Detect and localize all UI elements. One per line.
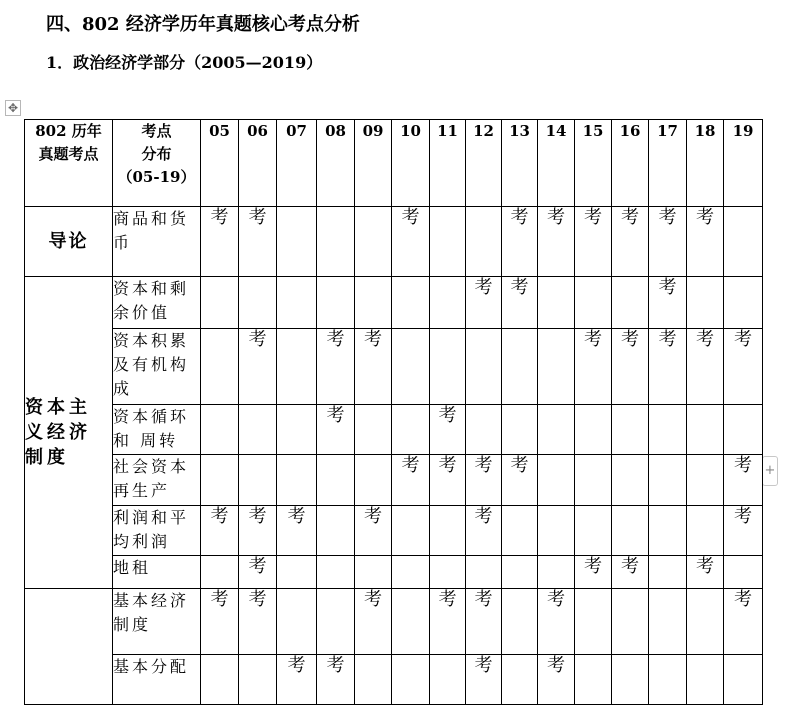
empty-cell — [575, 655, 612, 705]
empty-cell — [277, 455, 317, 506]
empty-cell — [502, 405, 538, 455]
year-header-15: 15 — [575, 120, 612, 207]
topic-cell: 利润和平均利润 — [113, 506, 201, 556]
empty-cell — [649, 455, 687, 506]
year-header-05: 05 — [201, 120, 239, 207]
exam-mark-12: 考 — [466, 277, 502, 329]
empty-cell — [355, 207, 392, 277]
exam-mark-14: 考 — [538, 207, 575, 277]
empty-cell — [201, 455, 239, 506]
exam-topic-table — [24, 119, 763, 705]
exam-mark-15: 考 — [575, 329, 612, 405]
exam-mark-06: 考 — [239, 506, 277, 556]
exam-mark-05: 考 — [201, 506, 239, 556]
empty-cell — [538, 455, 575, 506]
topic-cell: 基本分配 — [113, 655, 201, 705]
empty-cell — [430, 277, 466, 329]
empty-cell — [317, 277, 355, 329]
empty-cell — [430, 556, 466, 589]
empty-cell — [502, 655, 538, 705]
empty-cell — [575, 589, 612, 655]
empty-cell — [502, 589, 538, 655]
group-cell: 资本主义经济制度 — [25, 277, 113, 589]
exam-mark-10: 考 — [392, 455, 430, 506]
exam-mark-19: 考 — [724, 506, 763, 556]
empty-cell — [430, 655, 466, 705]
empty-cell — [277, 329, 317, 405]
table-row — [25, 589, 763, 655]
exam-mark-06: 考 — [239, 556, 277, 589]
empty-cell — [239, 455, 277, 506]
empty-cell — [239, 655, 277, 705]
header-row — [25, 120, 763, 207]
empty-cell — [392, 329, 430, 405]
empty-cell — [612, 405, 649, 455]
exam-mark-05: 考 — [201, 207, 239, 277]
empty-cell — [502, 329, 538, 405]
empty-cell — [575, 277, 612, 329]
year-header-07: 07 — [277, 120, 317, 207]
exam-mark-14: 考 — [538, 589, 575, 655]
empty-cell — [724, 277, 763, 329]
table-move-handle-icon[interactable]: ✥ — [5, 100, 21, 116]
exam-mark-19: 考 — [724, 329, 763, 405]
year-header-18: 18 — [687, 120, 724, 207]
empty-cell — [355, 655, 392, 705]
exam-mark-19: 考 — [724, 589, 763, 655]
table-row — [25, 277, 763, 329]
empty-cell — [649, 589, 687, 655]
empty-cell — [724, 405, 763, 455]
empty-cell — [612, 589, 649, 655]
exam-mark-13: 考 — [502, 455, 538, 506]
table-row — [25, 329, 763, 405]
exam-mark-18: 考 — [687, 556, 724, 589]
empty-cell — [355, 556, 392, 589]
empty-cell — [317, 506, 355, 556]
topic-cell: 资本和剩余价值 — [113, 277, 201, 329]
empty-cell — [201, 655, 239, 705]
exam-mark-17: 考 — [649, 277, 687, 329]
exam-mark-11: 考 — [430, 589, 466, 655]
empty-cell — [466, 329, 502, 405]
dist-label-2: 分布 — [141, 145, 172, 163]
empty-cell — [724, 556, 763, 589]
add-column-plus-icon[interactable]: + — [762, 456, 778, 486]
exam-mark-11: 考 — [430, 405, 466, 455]
exam-mark-08: 考 — [317, 405, 355, 455]
empty-cell — [538, 556, 575, 589]
empty-cell — [538, 277, 575, 329]
table-row — [25, 207, 763, 277]
table-row — [25, 506, 763, 556]
empty-cell — [317, 455, 355, 506]
empty-cell — [612, 506, 649, 556]
topic-cell: 商品和货币 — [113, 207, 201, 277]
empty-cell — [687, 277, 724, 329]
empty-cell — [277, 277, 317, 329]
exam-mark-09: 考 — [355, 329, 392, 405]
topic-cell: 地租 — [113, 556, 201, 589]
exam-mark-09: 考 — [355, 506, 392, 556]
empty-cell — [277, 405, 317, 455]
exam-mark-13: 考 — [502, 207, 538, 277]
empty-cell — [201, 405, 239, 455]
year-header-17: 17 — [649, 120, 687, 207]
group-cell: 导论 — [25, 207, 113, 277]
empty-cell — [430, 207, 466, 277]
exam-mark-12: 考 — [466, 455, 502, 506]
exam-mark-16: 考 — [612, 556, 649, 589]
empty-cell — [201, 556, 239, 589]
empty-cell — [317, 589, 355, 655]
exam-mark-15: 考 — [575, 556, 612, 589]
table-row — [25, 405, 763, 455]
exam-mark-12: 考 — [466, 589, 502, 655]
empty-cell — [502, 506, 538, 556]
exam-mark-15: 考 — [575, 207, 612, 277]
exam-mark-19: 考 — [724, 455, 763, 506]
empty-cell — [466, 405, 502, 455]
exam-mark-13: 考 — [502, 277, 538, 329]
section-heading: 四、802 经济学历年真题核心考点分析 — [46, 14, 360, 35]
year-header-11: 11 — [430, 120, 466, 207]
empty-cell — [575, 405, 612, 455]
exam-mark-12: 考 — [466, 506, 502, 556]
empty-cell — [466, 207, 502, 277]
topic-cell: 社会资本再生产 — [113, 455, 201, 506]
year-header-06: 06 — [239, 120, 277, 207]
empty-cell — [277, 589, 317, 655]
exam-mark-16: 考 — [612, 329, 649, 405]
table-row — [25, 655, 763, 705]
empty-cell — [612, 455, 649, 506]
topic-cell: 资本积累及有机构成 — [113, 329, 201, 405]
exam-mark-11: 考 — [430, 455, 466, 506]
empty-cell — [277, 207, 317, 277]
empty-cell — [201, 277, 239, 329]
exam-mark-08: 考 — [317, 655, 355, 705]
exam-mark-17: 考 — [649, 207, 687, 277]
dist-label-1: 考点 — [141, 122, 172, 140]
empty-cell — [538, 506, 575, 556]
empty-cell — [392, 556, 430, 589]
exam-mark-18: 考 — [687, 207, 724, 277]
year-header-12: 12 — [466, 120, 502, 207]
year-header-16: 16 — [612, 120, 649, 207]
empty-cell — [649, 405, 687, 455]
year-header-13: 13 — [502, 120, 538, 207]
year-header-14: 14 — [538, 120, 575, 207]
group-cell — [25, 589, 113, 705]
exam-mark-14: 考 — [538, 655, 575, 705]
empty-cell — [355, 405, 392, 455]
empty-cell — [392, 506, 430, 556]
year-header-10: 10 — [392, 120, 430, 207]
exam-mark-09: 考 — [355, 589, 392, 655]
empty-cell — [649, 506, 687, 556]
empty-cell — [687, 655, 724, 705]
empty-cell — [502, 556, 538, 589]
topic-cell: 资本循环和 周转 — [113, 405, 201, 455]
exam-mark-18: 考 — [687, 329, 724, 405]
exam-mark-16: 考 — [612, 207, 649, 277]
exam-mark-07: 考 — [277, 655, 317, 705]
empty-cell — [392, 655, 430, 705]
empty-cell — [724, 207, 763, 277]
corner-header-cell — [25, 120, 113, 207]
empty-cell — [239, 277, 277, 329]
empty-cell — [317, 207, 355, 277]
empty-cell — [239, 405, 277, 455]
empty-cell — [575, 455, 612, 506]
dist-label-3: （05-19） — [117, 168, 196, 186]
empty-cell — [355, 455, 392, 506]
exam-mark-08: 考 — [317, 329, 355, 405]
exam-mark-17: 考 — [649, 329, 687, 405]
empty-cell — [466, 556, 502, 589]
subsection-heading: 1．政治经济学部分（2005—2019） — [46, 53, 323, 72]
topic-cell: 基本经济制度 — [113, 589, 201, 655]
empty-cell — [724, 655, 763, 705]
corner-label: 802 历年真题考点 — [35, 122, 102, 163]
empty-cell — [575, 506, 612, 556]
empty-cell — [317, 556, 355, 589]
empty-cell — [430, 506, 466, 556]
empty-cell — [355, 277, 392, 329]
distribution-header-cell — [113, 120, 201, 207]
exam-mark-06: 考 — [239, 329, 277, 405]
empty-cell — [649, 655, 687, 705]
exam-mark-05: 考 — [201, 589, 239, 655]
empty-cell — [277, 556, 317, 589]
exam-mark-07: 考 — [277, 506, 317, 556]
exam-mark-10: 考 — [392, 207, 430, 277]
table-row — [25, 556, 763, 589]
exam-mark-12: 考 — [466, 655, 502, 705]
empty-cell — [538, 405, 575, 455]
empty-cell — [687, 589, 724, 655]
exam-mark-06: 考 — [239, 207, 277, 277]
year-header-19: 19 — [724, 120, 763, 207]
empty-cell — [612, 655, 649, 705]
year-header-09: 09 — [355, 120, 392, 207]
exam-mark-06: 考 — [239, 589, 277, 655]
empty-cell — [201, 329, 239, 405]
empty-cell — [392, 405, 430, 455]
year-header-08: 08 — [317, 120, 355, 207]
empty-cell — [649, 556, 687, 589]
empty-cell — [687, 455, 724, 506]
empty-cell — [392, 589, 430, 655]
empty-cell — [687, 506, 724, 556]
empty-cell — [612, 277, 649, 329]
empty-cell — [392, 277, 430, 329]
empty-cell — [687, 405, 724, 455]
table-row — [25, 455, 763, 506]
empty-cell — [430, 329, 466, 405]
empty-cell — [538, 329, 575, 405]
